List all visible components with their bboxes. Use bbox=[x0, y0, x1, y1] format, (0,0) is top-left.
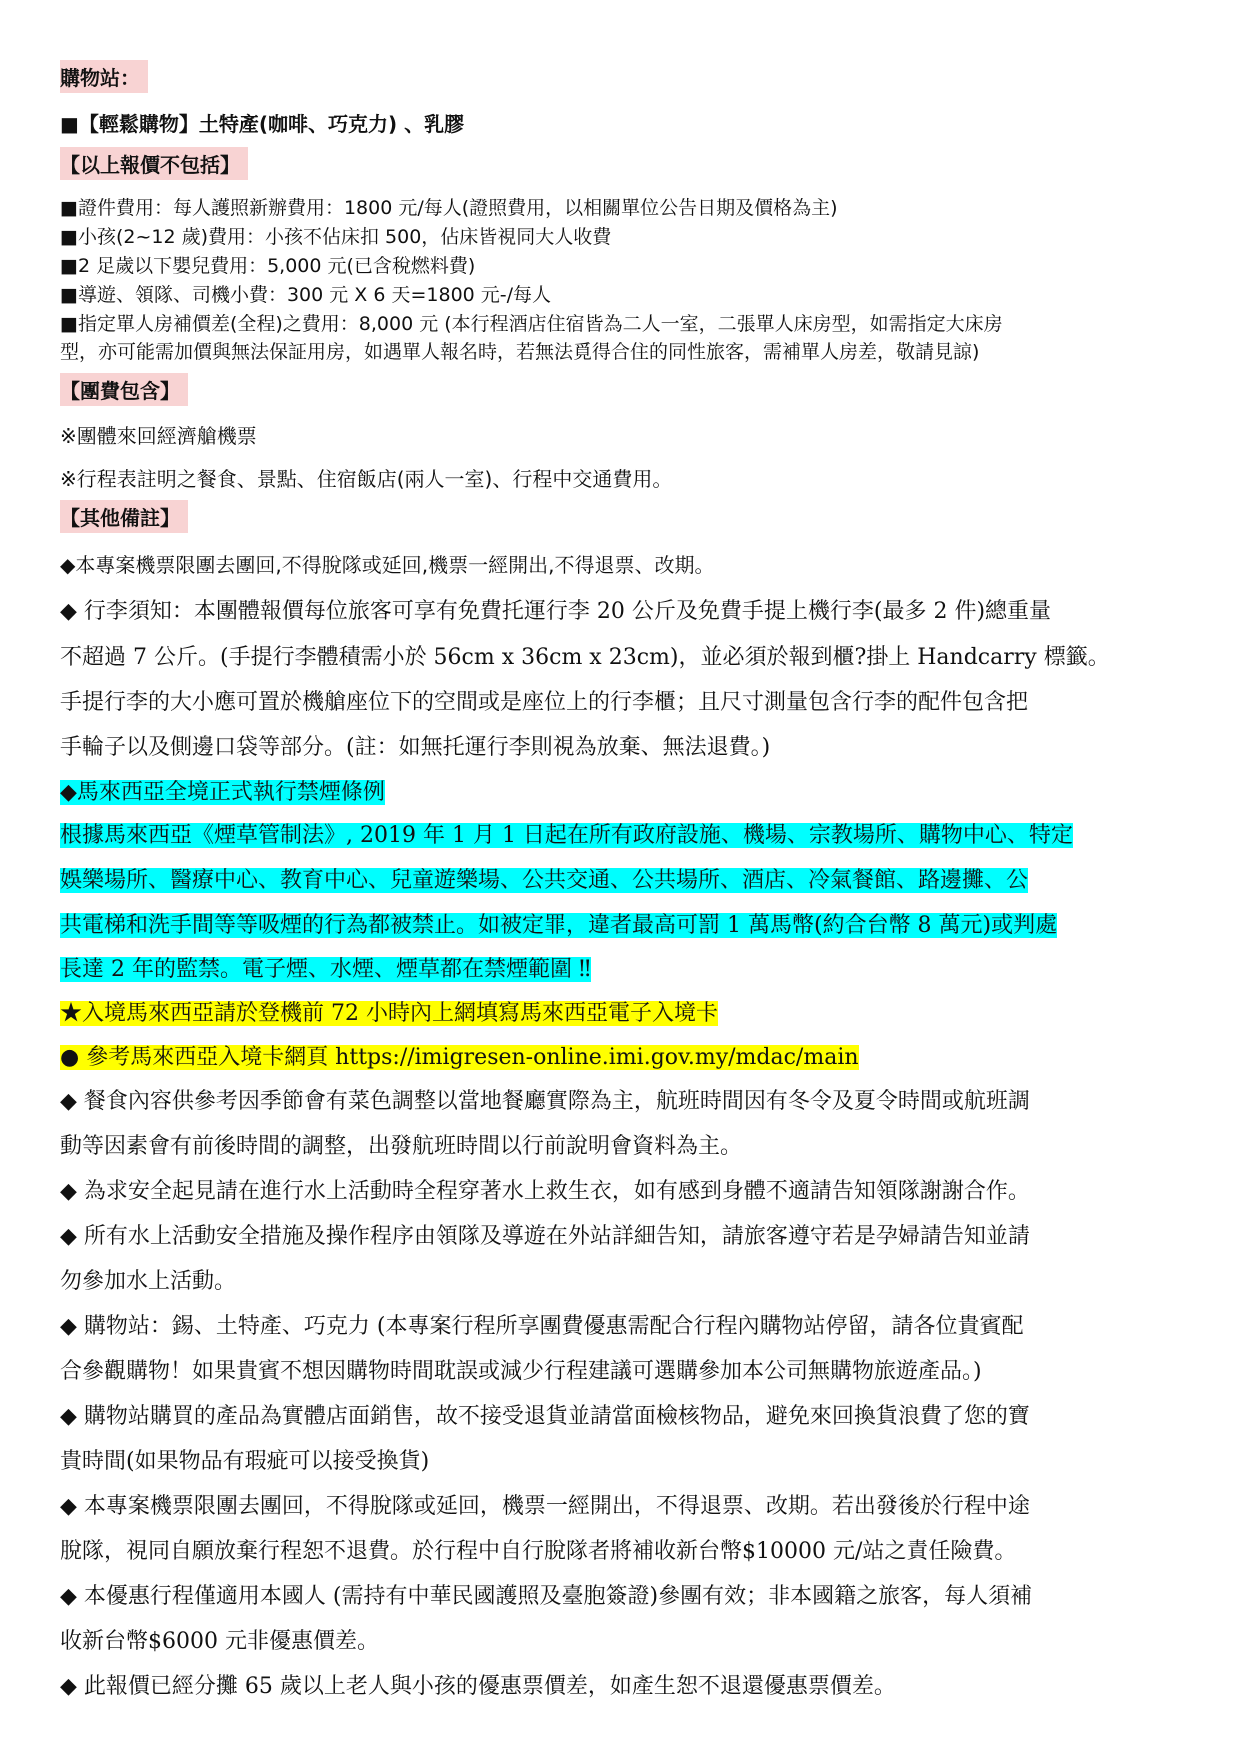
remark-ticket-rule: ◆本專案機票限團去團回,不得脫隊或延回,機票一經開出,不得退票、改期。 bbox=[60, 553, 715, 577]
not-included-line: ■2 足歲以下嬰兒費用：5,000 元(已含稅燃料費) bbox=[60, 255, 476, 277]
remark-purchase-line: ◆ 購物站購買的產品為實體店面銷售，故不接受退貨並請當面檢核物品，避免來回換貨浪費了您的寶 bbox=[60, 1404, 1030, 1429]
remark-purchase-line: 貴時間(如果物品有瑕疵可以接受換貨) bbox=[60, 1449, 430, 1474]
not-included-line: ■導遊、領隊、司機小費：300 元 X 6 天=1800 元-/每人 bbox=[60, 284, 552, 306]
remark-shopping-line: 合參觀購物！如果貴賓不想因購物時間耽誤或減少行程建議可選購參加本公司無購物旅遊產品。) bbox=[60, 1359, 982, 1384]
included-heading: 【團費包含】 bbox=[60, 373, 188, 406]
smoking-ban-line: 娛樂場所、醫療中心、教育中心、兒童遊樂場、公共交通、公共場所、酒店、冷氣餐館、路邊攤、公 bbox=[60, 868, 1029, 893]
shopping-heading: 購物站： bbox=[60, 60, 148, 93]
not-included-line: ■證件費用：每人護照新辦費用：1800 元/每人(證照費用，以相關單位公告日期及價格為主) bbox=[60, 197, 838, 219]
smoking-ban-line: 根據馬來西亞《煙草管制法》, 2019 年 1 月 1 日起在所有政府設施、機場、宗教場所、購物中心、特定 bbox=[60, 823, 1073, 848]
entry-card-link[interactable]: ● 參考馬來西亞入境卡網頁 https://imigresen-online.imi.gov.my/mdac/main bbox=[60, 1045, 859, 1070]
remark-ticket-line: 脫隊，視同自願放棄行程恕不退費。於行程中自行脫隊者將補收新台幣$10000 元/站之責任險費。 bbox=[60, 1539, 1017, 1564]
included-line: ※團體來回經濟艙機票 bbox=[60, 424, 257, 448]
remark-water-line: 勿參加水上活動。 bbox=[60, 1269, 237, 1294]
remark-water-line: ◆ 所有水上活動安全措施及操作程序由領隊及導遊在外站詳細告知，請旅客遵守若是孕婦請告知並請 bbox=[60, 1224, 1030, 1249]
remark-meals-line: 動等因素會有前後時間的調整，出發航班時間以行前說明會資料為主。 bbox=[60, 1134, 743, 1159]
smoking-ban-line: 共電梯和洗手間等等吸煙的行為都被禁止。如被定罪，違者最高可罰 1 萬馬幣(約合台幣 8 萬元)或判處 bbox=[60, 913, 1058, 938]
remark-senior: ◆ 此報價已經分攤 65 歲以上老人與小孩的優惠票價差，如產生恕不退還優惠票價差。 bbox=[60, 1674, 896, 1699]
remark-meals-line: ◆ 餐食內容供參考因季節會有菜色調整以當地餐廳實際為主，航班時間因有冬令及夏令時間或航班調 bbox=[60, 1089, 1030, 1114]
not-included-line: 型，亦可能需加價與無法保証用房，如遇單人報名時，若無法覓得合住的同性旅客，需補單人房差，敬請見諒) bbox=[60, 341, 980, 363]
not-included-line: ■指定單人房補價差(全程)之費用：8,000 元 (本行程酒店住宿皆為二人一室，二張單人床房型，如需指定大床房 bbox=[60, 313, 1003, 335]
smoking-ban-line: 長達 2 年的監禁。電子煙、水煙、煙草都在禁煙範圍 ‼ bbox=[60, 957, 591, 982]
remark-baggage-line: 不超過 7 公斤。(手提行李體積需小於 56cm x 36cm x 23cm)，並必須於報到櫃?掛上 Handcarry 標籤。 bbox=[60, 645, 1110, 670]
not-included-line: ■小孩(2~12 歲)費用：小孩不佔床扣 500，佔床皆視同大人收費 bbox=[60, 226, 612, 248]
remarks-heading: 【其他備註】 bbox=[60, 500, 188, 533]
remark-ticket-line: ◆ 本專案機票限團去團回，不得脫隊或延回，機票一經開出，不得退票、改期。若出發後於行程中途 bbox=[60, 1494, 1030, 1519]
not-included-heading: 【以上報價不包括】 bbox=[60, 147, 248, 180]
entry-card-notice: ★入境馬來西亞請於登機前 72 小時內上網填寫馬來西亞電子入境卡 bbox=[60, 1001, 718, 1026]
remark-baggage-line: 手提行李的大小應可置於機艙座位下的空間或是座位上的行李櫃；且尺寸測量包含行李的配件包含把 bbox=[60, 690, 1029, 715]
remark-shopping-line: ◆ 購物站：錫、土特產、巧克力 (本專案行程所享團費優惠需配合行程內購物站停留，請各位貴賓配 bbox=[60, 1314, 1024, 1339]
remark-nationality-line: 收新台幣$6000 元非優惠價差。 bbox=[60, 1629, 379, 1654]
remark-nationality-line: ◆ 本優惠行程僅適用本國人 (需持有中華民國護照及臺胞簽證)參團有效；非本國籍之旅客，每人須補 bbox=[60, 1584, 1033, 1609]
smoking-ban-title: ◆馬來西亞全境正式執行禁煙條例 bbox=[60, 780, 385, 805]
remark-baggage-line: 手輪子以及側邊口袋等部分。(註：如無托運行李則視為放棄、無法退費。) bbox=[60, 735, 771, 760]
remark-baggage-line: ◆ 行李須知：本團體報價每位旅客可享有免費托運行李 20 公斤及免費手提上機行李(最多 2 件)總重量 bbox=[60, 599, 1052, 624]
included-line: ※行程表註明之餐食、景點、住宿飯店(兩人一室)、行程中交通費用。 bbox=[60, 467, 673, 491]
shopping-item: ■【輕鬆購物】土特產(咖啡、巧克力) 、乳膠 bbox=[60, 112, 465, 136]
remark-safety: ◆ 為求安全起見請在進行水上活動時全程穿著水上救生衣，如有感到身體不適請告知領隊謝謝合作。 bbox=[60, 1179, 1030, 1204]
